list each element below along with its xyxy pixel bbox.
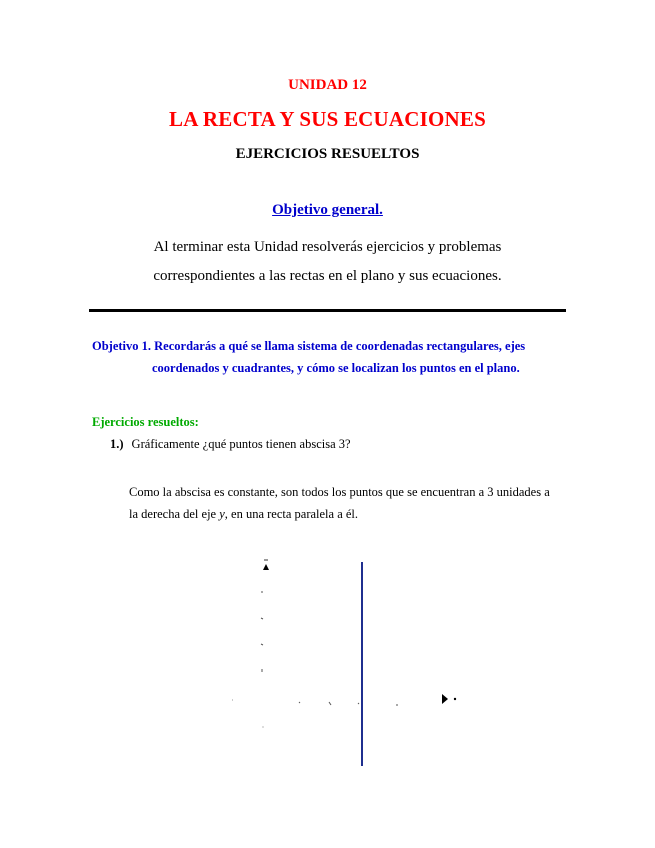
y-tick <box>261 618 263 619</box>
y-axis-marks <box>255 556 275 746</box>
general-objective-heading: Objetivo general. <box>272 202 383 218</box>
exercises-heading: Ejercicios resueltos: <box>92 415 199 429</box>
exercise-1-answer <box>129 481 566 525</box>
objective-1 <box>92 335 564 379</box>
x-axis-marks <box>228 692 468 712</box>
section-divider <box>89 309 566 312</box>
x-axis-arrow <box>442 694 448 704</box>
objective-1-line-1: Objetivo 1. Recordarás a qué se llama sistema de coordenadas rectangulares, ejes <box>92 339 526 353</box>
x-tick <box>358 703 359 704</box>
unit-number: UNIDAD 12 <box>288 77 367 93</box>
general-objective-text <box>0 233 655 291</box>
objective-1-line-2: coordenados y cuadrantes, y cómo se localizan los puntos en el plano. <box>152 361 520 375</box>
y-axis-arrow <box>263 564 269 570</box>
exercise-1-question <box>110 437 351 452</box>
page-subtitle: EJERCICIOS RESUELTOS <box>235 146 420 162</box>
general-objective-line-1: Al terminar esta Unidad resolverás ejercicios y problemas <box>153 239 502 255</box>
x-tick <box>329 702 331 705</box>
exercise-1-answer-line-1: Como la abscisa es constante, son todos los puntos que se encuentran a 3 unidades a <box>129 485 550 499</box>
exercise-1-question-text: Gráficamente ¿qué puntos tienen abscisa 3? <box>131 437 351 451</box>
exercise-1-number: 1.) <box>110 437 124 451</box>
line-x-equals-3 <box>361 562 363 766</box>
exercise-1-answer-line-2: la derecha del eje y, en una recta paralela a él. <box>129 507 359 521</box>
page-title: LA RECTA Y SUS ECUACIONES <box>169 107 486 131</box>
x-tick <box>299 702 300 703</box>
y-variable: y <box>219 507 225 521</box>
general-objective-line-2: correspondientes a las rectas en el plano y sus ecuaciones. <box>153 268 502 284</box>
y-tick <box>261 644 263 645</box>
